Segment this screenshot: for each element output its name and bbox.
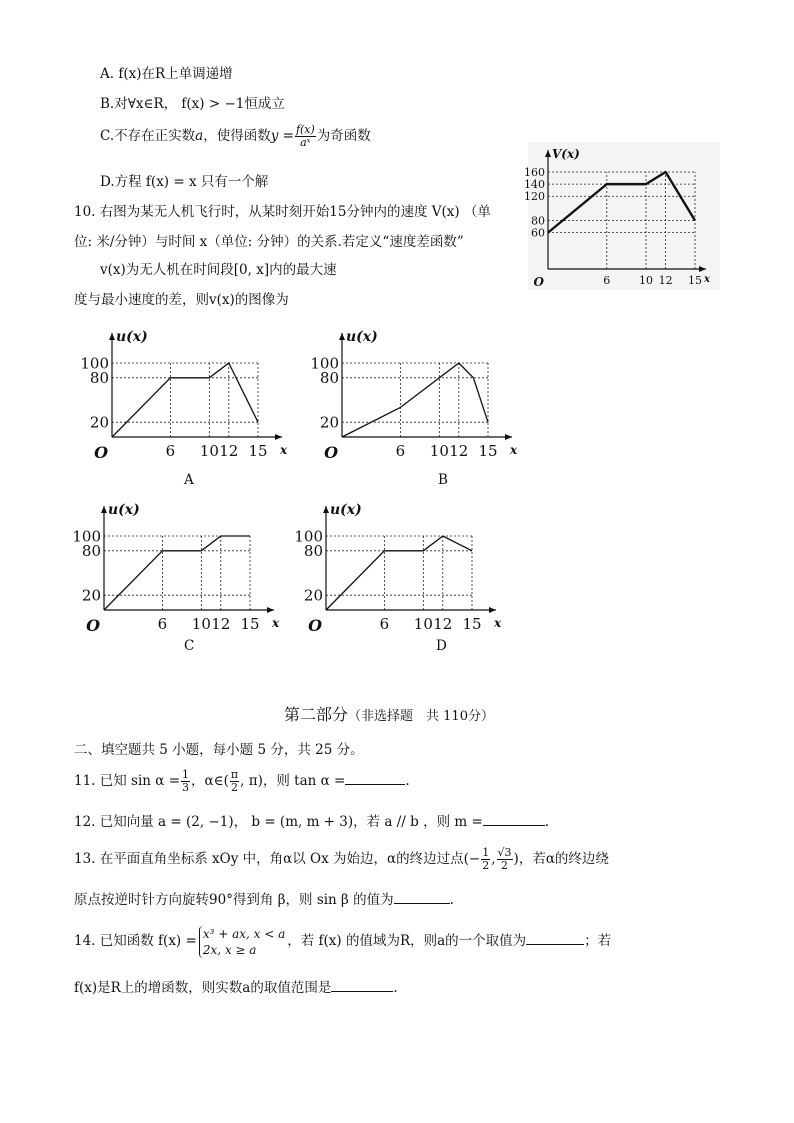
- q13-post: )，若α的终边绕: [513, 851, 609, 867]
- x-axis-label: x: [280, 443, 288, 457]
- q10-line-3: v(x)为无人机在时间段[0, x]内的最大速: [100, 262, 337, 278]
- y-axis-label: V(x): [552, 147, 580, 161]
- x-tick-label: 12: [658, 274, 673, 287]
- x-tick-label: 12: [449, 442, 469, 460]
- y-tick-label: 80: [303, 542, 323, 561]
- y-tick-label: 20: [81, 586, 101, 605]
- part2-subtitle: （非选择题 共 110分）: [348, 709, 494, 724]
- x-tick-label: 15: [478, 442, 498, 460]
- y-axis-arrow: [323, 506, 329, 513]
- q9-option-c-a: a: [195, 128, 204, 144]
- q13-fraction-2: [497, 847, 513, 872]
- x-tick-label: 10: [429, 442, 449, 460]
- question-14: [74, 922, 611, 960]
- q14-mid: ，若 f(x) 的值域为R，则a的一个取值为: [287, 933, 527, 949]
- x-tick-label: 10: [413, 615, 433, 633]
- q11-mid1: ，α∈(: [191, 773, 229, 789]
- x-axis-arrow: [505, 434, 512, 440]
- chart-option-b-label: B: [438, 472, 448, 488]
- x-tick-label: 12: [433, 615, 453, 633]
- q13-comma: ,: [491, 851, 496, 867]
- series-line: [326, 536, 472, 610]
- fraction-denominator: 2: [482, 859, 490, 872]
- fraction-denominator: 2: [231, 781, 239, 794]
- q9-option-c-y: y =: [270, 128, 294, 144]
- origin-label: O: [533, 275, 544, 289]
- q9-option-c-fraction: [295, 124, 316, 149]
- x-tick-label: 6: [603, 274, 611, 287]
- q9-option-c: [100, 124, 371, 149]
- q14-answer-blank-1[interactable]: [526, 944, 584, 945]
- y-tick-label: 100: [72, 527, 101, 546]
- q12-text: 12. 已知向量 a = (2, −1)， b = (m, m + 3)，若 a // b ，则 m =: [74, 814, 483, 830]
- q11-answer-blank[interactable]: [345, 784, 405, 785]
- x-axis-label: x: [272, 616, 280, 630]
- q14-case-2: 2x, x ≥ a: [202, 942, 257, 957]
- y-tick-label: 20: [89, 413, 109, 432]
- part2-title: 第二部分: [284, 705, 349, 724]
- chart-option-b: [312, 325, 522, 460]
- y-tick-label: 100: [310, 354, 339, 373]
- y-tick-label: 100: [294, 527, 323, 546]
- x-tick-label: 6: [395, 442, 406, 460]
- y-axis-arrow: [109, 333, 115, 340]
- q11-post: .: [405, 773, 410, 789]
- x-axis-arrow: [489, 607, 496, 613]
- q9-option-d: D.方程 f(x) = x 只有一个解: [100, 174, 269, 190]
- origin-label: O: [324, 443, 338, 462]
- section-heading: 二、填空题共 5 小题，每小题 5 分，共 25 分。: [74, 742, 364, 758]
- x-tick-label: 10: [191, 615, 211, 633]
- x-axis-arrow: [275, 434, 282, 440]
- x-tick-label: 15: [240, 615, 260, 633]
- q9-option-a: A. f(x)在R上单调递增: [100, 66, 233, 82]
- q10-line-1: 10. 右图为某无人机飞行时，从某时刻开始15分钟内的速度 V(x) （单: [74, 204, 491, 220]
- q13-line2: 原点按逆时针方向旋转90°得到角 β，则 sin β 的值为: [74, 892, 394, 908]
- fraction-numerator: f(x): [295, 123, 315, 136]
- fraction-denominator: 3: [182, 781, 190, 794]
- q9-option-c-mid: ，使得函数: [203, 128, 271, 144]
- question-14-line-2: [74, 976, 398, 996]
- q10-line-4: 度与最小速度的差，则v(x)的图像为: [74, 292, 289, 308]
- y-tick-label: 80: [89, 369, 109, 388]
- question-12: [74, 810, 549, 830]
- y-axis-label: u(x): [346, 329, 378, 345]
- x-tick-label: 10: [639, 274, 653, 287]
- y-tick-label: 60: [531, 226, 545, 240]
- q11-pre: 11. 已知 sin α =: [74, 773, 181, 789]
- x-tick-label: 15: [688, 274, 702, 287]
- part2-heading: [284, 702, 494, 725]
- q14-post: ；若: [584, 933, 612, 949]
- y-axis-label: u(x): [116, 329, 148, 345]
- series-line: [104, 536, 250, 610]
- origin-label: O: [94, 443, 108, 462]
- question-13: [74, 842, 609, 876]
- q12-answer-blank[interactable]: [483, 825, 545, 826]
- x-tick-label: 10: [199, 442, 219, 460]
- x-tick-label: 15: [248, 442, 268, 460]
- q14-pre: 14. 已知函数 f(x) =: [74, 933, 197, 949]
- x-axis-label: x: [704, 274, 710, 285]
- fraction-numerator: √3: [497, 846, 512, 859]
- q10-line-2: 位: 米/分钟）与时间 x（单位: 分钟）的关系.若定义“速度差函数”: [74, 234, 464, 250]
- q14-piecewise: [199, 926, 285, 958]
- series-line: [112, 363, 258, 437]
- fraction-numerator: π: [230, 768, 239, 781]
- fraction-denominator: aˣ: [300, 136, 311, 149]
- x-tick-label: 6: [379, 615, 390, 633]
- y-axis-label: u(x): [330, 502, 362, 518]
- q9-option-c-post: 为奇函数: [316, 128, 371, 144]
- fraction-numerator: 1: [482, 846, 490, 859]
- y-axis-arrow: [339, 333, 345, 340]
- x-axis-label: x: [494, 616, 502, 630]
- q11-fraction: [181, 769, 190, 794]
- x-axis-label: x: [510, 443, 518, 457]
- question-11: [74, 766, 410, 796]
- chart-option-d-label: D: [436, 638, 447, 654]
- y-tick-label: 80: [81, 542, 101, 561]
- y-tick-label: 20: [319, 413, 339, 432]
- origin-label: O: [308, 616, 322, 635]
- y-tick-label: 20: [303, 586, 323, 605]
- y-axis-label: u(x): [108, 502, 140, 518]
- question-13-line-2: [74, 888, 454, 908]
- y-tick-label: 120: [524, 190, 545, 204]
- q14-line2: f(x)是R上的增函数，则实数a的取值范围是: [74, 980, 332, 996]
- q11-pi-fraction: [230, 769, 239, 794]
- y-tick-label: 140: [524, 177, 545, 191]
- y-tick-label: 160: [524, 165, 545, 179]
- chart-option-c: [74, 498, 284, 633]
- y-axis-arrow: [101, 506, 107, 513]
- x-tick-label: 6: [157, 615, 168, 633]
- q14-answer-blank-2[interactable]: [331, 991, 393, 992]
- fraction-denominator: 2: [501, 859, 509, 872]
- x-tick-label: 15: [462, 615, 482, 633]
- q13-answer-blank[interactable]: [394, 903, 450, 904]
- x-tick-label: 12: [211, 615, 231, 633]
- q13-fraction-1: [481, 847, 490, 872]
- chart-velocity: [524, 142, 720, 290]
- y-tick-label: 80: [531, 214, 545, 228]
- x-tick-label: 12: [219, 442, 239, 460]
- q14-end: .: [393, 980, 398, 996]
- x-axis-arrow: [267, 607, 274, 613]
- fraction-numerator: 1: [182, 768, 190, 781]
- chart-option-c-label: C: [184, 638, 195, 654]
- q13-end: .: [449, 892, 454, 908]
- q11-mid2: , π)，则 tan α =: [240, 773, 346, 789]
- origin-label: O: [86, 616, 100, 635]
- y-tick-label: 100: [80, 354, 109, 373]
- chart-option-a-label: A: [184, 472, 194, 488]
- y-tick-label: 80: [319, 369, 339, 388]
- chart-option-a: [82, 325, 292, 460]
- series-line: [342, 363, 488, 437]
- q9-option-c-pre: C.不存在正实数: [100, 128, 196, 144]
- q12-post: .: [544, 814, 550, 830]
- q9-option-b: B.对∀x∈R， f(x) > −1恒成立: [100, 96, 285, 112]
- x-tick-label: 6: [165, 442, 176, 460]
- q14-case-1: x³ + ax, x < a: [202, 926, 286, 941]
- q13-pre: 13. 在平面直角坐标系 xOy 中，角α以 Ox 为始边，α的终边过点(−: [74, 851, 481, 867]
- chart-option-d: [296, 498, 506, 633]
